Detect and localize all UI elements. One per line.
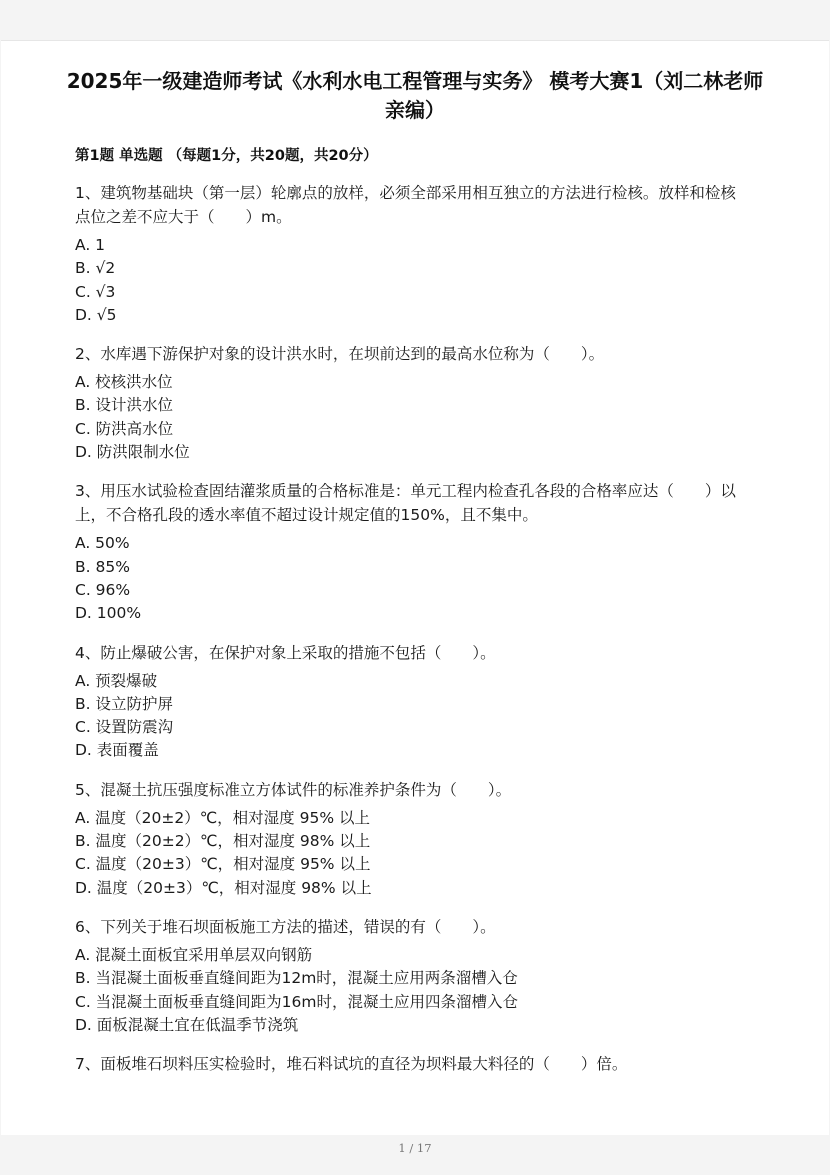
question-7 xyxy=(75,1052,751,1076)
answer-option: C. 当混凝土面板垂直缝间距为16m时，混凝土应用四条溜槽入仓 xyxy=(75,992,519,1011)
question-stem: 5、混凝土抗压强度标准立方体试件的标准养护条件为（ ）。 xyxy=(75,780,512,799)
document-page xyxy=(1,40,829,1135)
answer-option: C. 96% xyxy=(75,580,131,599)
document-title: 2025年一级建造师考试《水利水电工程管理与实务》 模考大赛1（刘二林老师亲编） xyxy=(66,69,764,122)
question-stem: 6、下列关于堆石坝面板施工方法的描述，错误的有（ ）。 xyxy=(75,917,496,936)
section-heading: 第1题 单选题 （每题1分，共20题，共20分） xyxy=(75,148,378,164)
answer-option: A. 温度（20±2）℃，相对湿度 95% 以上 xyxy=(75,808,370,827)
answer-option: A. 混凝土面板宜采用单层双向钢筋 xyxy=(75,945,313,964)
answer-option: A. 校核洪水位 xyxy=(75,373,173,392)
question-list xyxy=(75,181,751,1091)
question-4 xyxy=(75,641,751,763)
answer-option: A. 1 xyxy=(75,236,106,254)
answer-option: D. 100% xyxy=(75,604,142,623)
question-1 xyxy=(75,181,751,327)
answer-option: B. 当混凝土面板垂直缝间距为12m时，混凝土应用两条溜槽入仓 xyxy=(75,969,518,988)
answer-option: B. 设计洪水位 xyxy=(75,396,173,415)
answer-option: B. 85% xyxy=(75,557,130,576)
answer-option: C. 温度（20±3）℃，相对湿度 95% 以上 xyxy=(75,855,371,874)
answer-option: D. 表面覆盖 xyxy=(75,741,159,760)
question-stem: 1、建筑物基础块（第一层）轮廓点的放样，必须全部采用相互独立的方法进行检核。放样和检核点位之差不应大于（ ）m。 xyxy=(75,184,736,226)
answer-option: C. 设置防震沟 xyxy=(75,718,174,737)
answer-option: D. 温度（20±3）℃，相对湿度 98% 以上 xyxy=(75,878,372,897)
question-stem: 4、防止爆破公害，在保护对象上采取的措施不包括（ ）。 xyxy=(75,643,496,662)
question-6 xyxy=(75,915,751,1037)
answer-option: C. √3 xyxy=(75,282,116,301)
question-stem: 3、用压水试验检查固结灌浆质量的合格标准是：单元工程内检查孔各段的合格率应达（ ）以上，不合格孔段的透水率值不超过设计规定值的150%，且不集中。 xyxy=(75,482,736,525)
question-5 xyxy=(75,778,751,900)
answer-option: D. 防洪限制水位 xyxy=(75,443,190,462)
question-stem: 2、水库遇下游保护对象的设计洪水时，在坝前达到的最高水位称为（ ）。 xyxy=(75,345,605,364)
answer-option: A. 50% xyxy=(75,534,130,553)
answer-option: B. 设立防护屏 xyxy=(75,694,173,713)
question-stem: 7、面板堆石坝料压实检验时，堆石料试坑的直径为坝料最大料径的（ ）倍。 xyxy=(75,1055,628,1074)
answer-option: D. 面板混凝土宜在低温季节浇筑 xyxy=(75,1015,299,1034)
answer-option: D. √5 xyxy=(75,305,117,324)
answer-option: C. 防洪高水位 xyxy=(75,419,174,438)
question-3 xyxy=(75,479,751,625)
question-2 xyxy=(75,342,751,464)
page-indicator: 1 / 17 xyxy=(398,1141,432,1155)
answer-option: B. √2 xyxy=(75,259,116,278)
answer-option: A. 预裂爆破 xyxy=(75,671,158,690)
answer-option: B. 温度（20±2）℃，相对湿度 98% 以上 xyxy=(75,832,371,851)
